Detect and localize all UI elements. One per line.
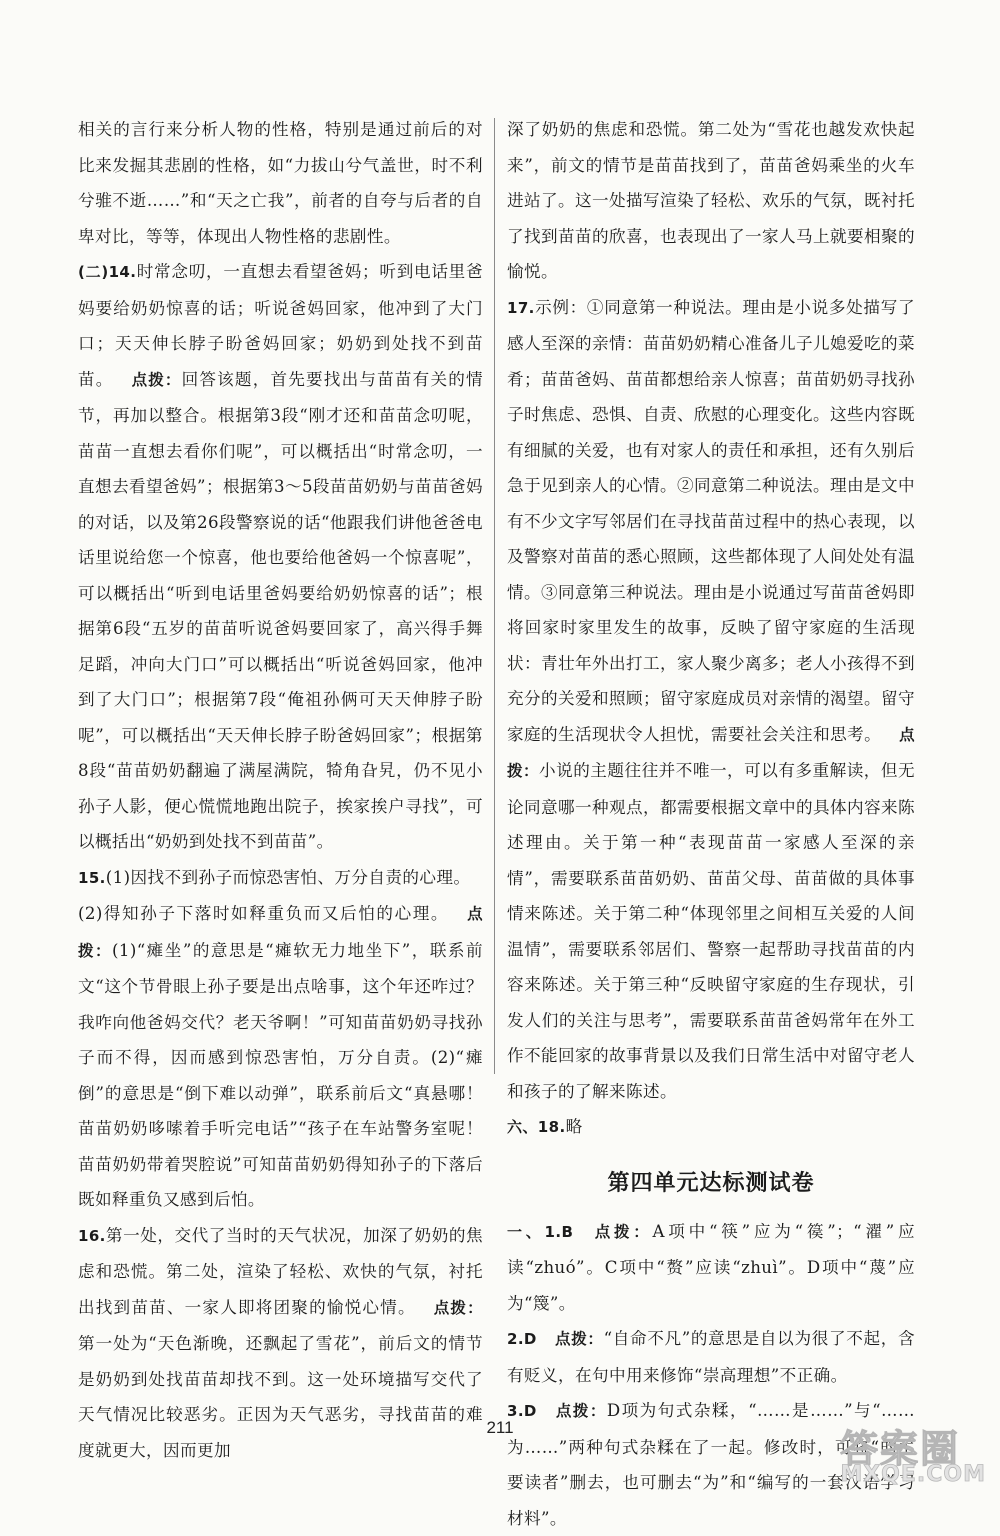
- hint-text: 第一处为“天色渐晚，还飘起了雪花”，前后文的情节是奶奶到处找苗苗却找不到。这一处环境描写交代了天气情况比较恶劣。正因为天气恶劣，寻找苗苗的难度就更大，因而更加: [78, 1334, 483, 1460]
- hint-label: 点拨：: [78, 905, 483, 960]
- answer-text: 时常念叨，一直想去看望爸妈；听到电话里爸妈要给奶奶惊喜的话；听说爸妈回家，他冲到了大门口；天天伸长脖子盼爸妈回家；奶奶到处找不到苗苗。: [78, 262, 484, 389]
- paragraph-text: 深了奶奶的焦虑和恐慌。第二处为“雪花也越发欢快起来”，前文的情节是苗苗找到了，苗苗爸妈乘坐的火车进站了。这一处描写渲染了轻松、欢乐的气氛，既衬托了找到苗苗的欣喜，也表现出了一家人马上就要相聚的愉悦。: [507, 120, 915, 281]
- question-number: 17.: [507, 298, 535, 317]
- hint-label: 点拨：: [131, 370, 182, 389]
- watermark-url: MXQE.COM: [840, 1462, 986, 1487]
- paragraph-r3: [507, 1109, 915, 1146]
- paragraph-r2: [507, 290, 915, 1110]
- hint-text: 小说的主题往往并不唯一，可以有多重解读，但无论同意哪一种观点，都需要根据文章中的具体内容来陈述理由。关于第一种“表现苗苗一家感人至深的亲情”，需要联系苗苗奶奶、苗苗父母、苗苗做的具体事情来陈述。关于第二种“体现邻里之间相互关爱的人间温情”，需要联系邻居们、警察一起帮助寻找苗苗的内容来陈述。关于第三种“反映留守家庭的生存现状，引发人们的关注与思考”，需要联系苗苗爸妈常年在外工作不能回家的故事背景以及我们日常生活中对留守老人和孩子的了解来陈述。: [507, 761, 915, 1101]
- question-number: (二)14.: [78, 263, 137, 281]
- hint-text: D项为句式杂糅，“……是……”与“……为……”两种句式杂糅在了一起。修改时，可将“的主要读者”删去，也可删去“为”和“编写的一套汉语学习材料”。: [507, 1401, 915, 1528]
- answer-text: 示例：①同意第一种说法。理由是小说多处描写了感人至深的亲情：苗苗奶奶精心准备儿子儿媳爱吃的菜肴；苗苗爸妈、苗苗都想给亲人惊喜；苗苗奶奶寻找孙子时焦虑、恐惧、自责、欣慰的心理变化。这些内容既有细腻的关爱，也有对家人的责任和承担，还有久别后急于见到亲人的心情。②同意第二种说法。理由是文中有不少文字写邻居们在寻找苗苗过程中的热心表现，以及警察对苗苗的悉心照顾，这些都体现了人间处处有温情。③同意第三种说法。理由是小说通过写苗苗爸妈即将回家时家里发生的故事，反映了留守家庭的生活现状：青壮年外出打工，家人聚少离多；老人小孩得不到充分的关爱和照顾；留守家庭成员对亲情的渴望。留守家庭的生活现状令人担忧，需要社会关注和思考。: [507, 297, 915, 744]
- paragraph-r6: [507, 1321, 915, 1393]
- hint-text: “自命不凡”的意思是自以为很了不起，含有贬义，在句中用来修饰“崇高理想”不正确。: [507, 1329, 915, 1385]
- answer-text: 第一处，交代了当时的天气状况，加深了奶奶的焦虑和恐慌。第二处，渲染了轻松、欢快的气氛，衬托出找到苗苗、一家人即将团聚的愉悦心情。: [78, 1225, 483, 1317]
- answer-text: (1)因找不到孙子而惊恐害怕、万分自责的心理。: [105, 867, 471, 887]
- hint-label: 点拨：: [554, 1402, 607, 1420]
- hint-label: 点拨：: [591, 1222, 653, 1241]
- left-column: [78, 112, 483, 1468]
- hint-label: 点拨：: [554, 1330, 604, 1348]
- section-title: 第四单元达标测试卷: [607, 1170, 815, 1196]
- hint-label: 点拨：: [507, 725, 915, 780]
- paragraph-l4: [78, 896, 483, 1218]
- right-column: [507, 112, 915, 1536]
- paragraph-r1: [507, 112, 915, 290]
- question-number: 六、18.: [507, 1118, 566, 1136]
- hint-text: A项中“筷”应为“篌”；“濯”应读“zhuó”。C项中“赘”应读“zhuì”。D项中“蔑”应为“篾”。: [507, 1221, 916, 1313]
- column-divider: [494, 118, 495, 1074]
- hint-text: 回答该题，首先要找出与苗苗有关的情节，再加以整合。根据第3段“刚才还和苗苗念叨呢，苗苗一直想去看你们呢”，可以概括出“时常念叨，一直想去看望爸妈”；根据第3～5段苗苗奶奶与苗苗爸妈的对话，以及第26段警察说的话“他跟我们讲他爸爸电话里说给您一个惊喜，他也要给他爸妈一个惊喜呢”，可以概括出“听到电话里爸妈要给奶奶惊喜的话”；根据第6段“五岁的苗苗听说爸妈要回家了，高兴得手舞足蹈，冲向大门口”可以概括出“听说爸妈回家，他冲到了大门口”；根据第7段“俺祖孙俩可天天伸脖子盼呢”，可以概括出“天天伸长脖子盼爸妈回家”；根据第8段“苗苗奶奶翻遍了满屋满院，犄角旮旯，仍不见小孙子人影，便心慌慌地跑出院子，挨家挨户寻找”，可以概括出“奶奶到处找不到苗苗”。: [78, 369, 483, 851]
- answer-text: 略: [565, 1117, 583, 1136]
- page-number: 211: [486, 1418, 514, 1437]
- paragraph-r5: [507, 1214, 915, 1322]
- question-number: 16.: [78, 1226, 106, 1245]
- question-number: 一、1.B: [507, 1222, 574, 1241]
- paragraph-l2: [78, 254, 483, 860]
- answer-text: (2)得知孙子下落时如释重负而又后怕的心理。: [78, 904, 450, 923]
- question-number: 2.D: [507, 1330, 537, 1348]
- paragraph-l1: [78, 112, 483, 254]
- question-number: 3.D: [507, 1402, 537, 1420]
- paragraph-l3: [78, 860, 483, 897]
- watermark-logo: 答案圈: [839, 1427, 960, 1471]
- question-number: 15.: [78, 868, 106, 887]
- paragraph-text: 相关的言行来分析人物的性格，特别是通过前后的对比来发掘其悲剧的性格，如“力拔山兮气盖世，时不利兮骓不逝……”和“天之亡我”，前者的自夸与后者的自卑对比，等等，体现出人物性格的悲剧性。: [78, 120, 483, 246]
- hint-text: (1)“瘫坐”的意思是“瘫软无力地坐下”，联系前文“这个节骨眼上孙子要是出点啥事，这个年还咋过？我咋向他爸妈交代？老天爷啊！”可知苗苗奶奶寻找孙子而不得，因而感到惊恐害怕，万分自责。(2)“瘫倒”的意思是“倒下难以动弹”，联系前后文“真悬哪！苗苗奶奶哆嗦着手听完电话”“孩子在车站警务室呢！苗苗奶奶带着哭腔说”可知苗苗奶奶得知孙子的下落后既如释重负又感到后怕。: [78, 940, 483, 1209]
- hint-label: 点拨：: [433, 1298, 483, 1317]
